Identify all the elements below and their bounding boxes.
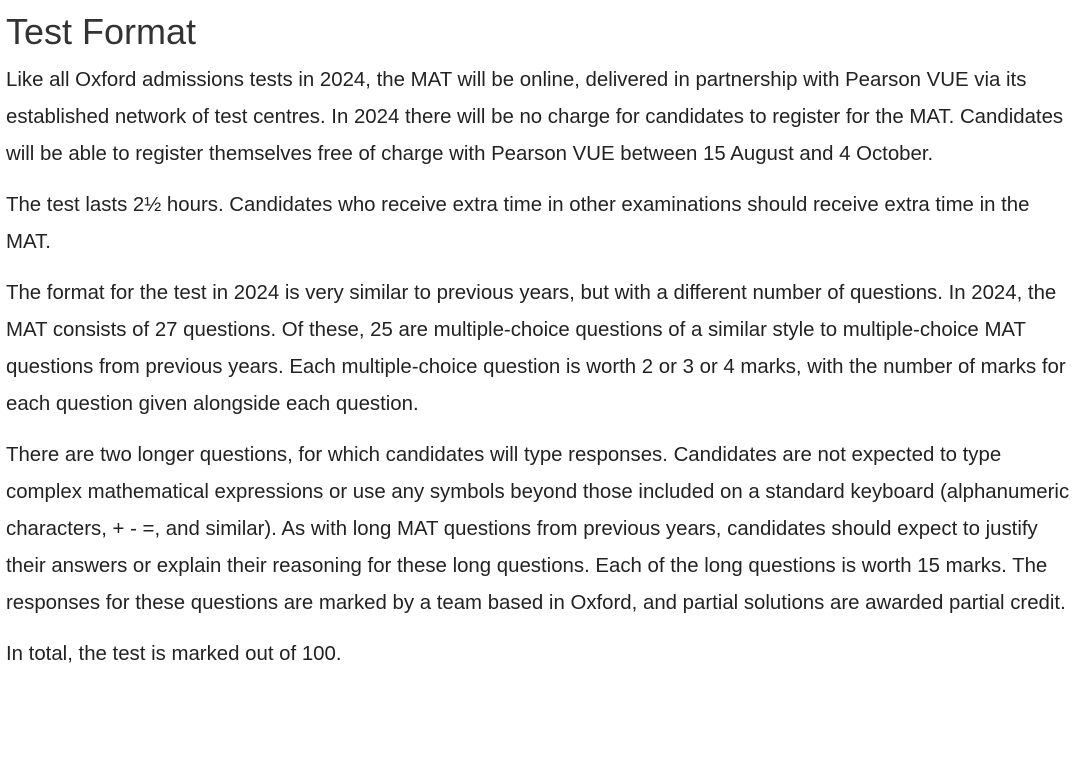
section-body xyxy=(6,62,1080,673)
paragraph-total-marks: In total, the test is marked out of 100. xyxy=(6,643,342,665)
paragraph-registration: Like all Oxford admissions tests in 2024, the MAT will be online, delivered in partnership with Pearson VUE via its established network of test centres. In 2024 there will be no charge for candidates to register for the MAT. Candidates will be able to register themselves free of charge with Pearson VUE between 15 August and 4 October. xyxy=(6,69,1064,165)
paragraph-long-questions: There are two longer questions, for which candidates will type responses. Candidates are not expected to type complex mathematical expressions or use any symbols beyond those included on a standard keyboard (alphanumeric characters, + - =, and similar). As with long MAT questions from previous years, candidates should expect to justify their answers or explain their reasoning for these long questions. Each of the long questions is worth 15 marks. The responses for these questions are marked by a team based in Oxford, and partial solutions are awarded partial credit. xyxy=(6,444,1070,614)
paragraph-duration: The test lasts 2½ hours. Candidates who receive extra time in other examinations should receive extra time in the MAT. xyxy=(6,194,1030,253)
paragraph-format: The format for the test in 2024 is very similar to previous years, but with a different number of questions. In 2024, the MAT consists of 27 questions. Of these, 25 are multiple-choice questions of a similar style to multiple-choice MAT questions from previous years. Each multiple-choice question is worth 2 or 3 or 4 marks, with the number of marks for each question given alongside each question. xyxy=(6,282,1066,415)
section-title: Test Format xyxy=(6,11,197,52)
